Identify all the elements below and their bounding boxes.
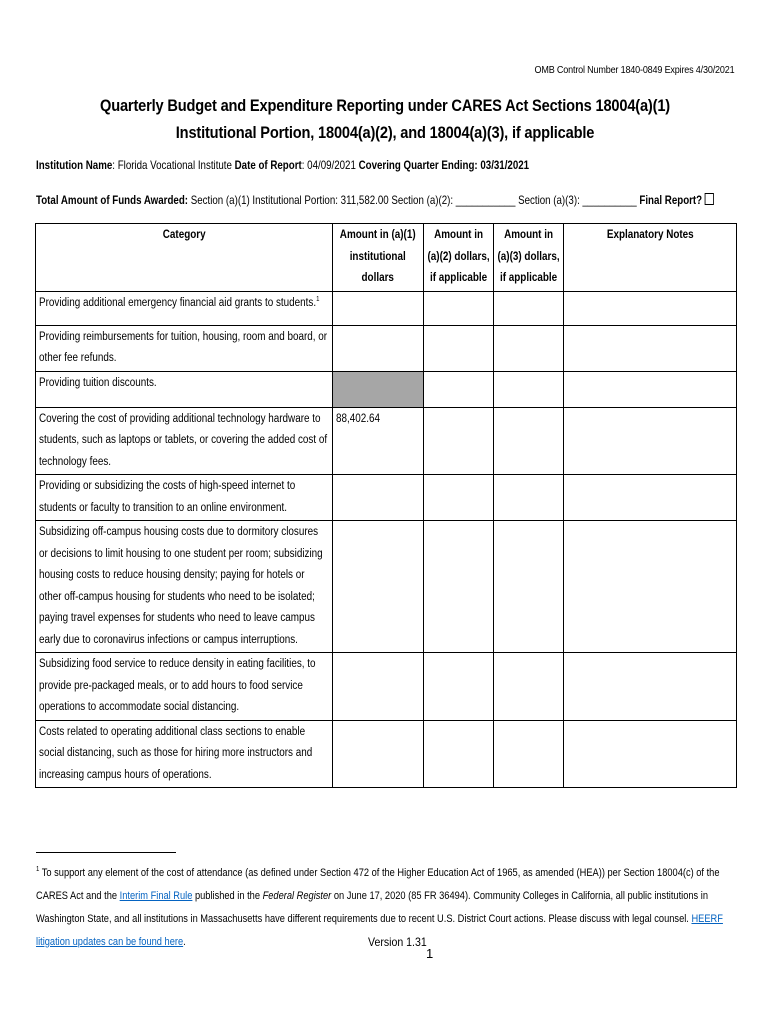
header-amount-a1: Amount in (a)(1) institutional dollars [333,224,424,292]
row-notes[interactable] [564,475,737,521]
final-report-checkbox[interactable] [705,193,714,205]
row-category: Providing or subsidizing the costs of high-speed internet to students or faculty to transition to an online environment. [36,475,333,521]
row-amount-a3[interactable] [494,407,564,475]
row-amount-a3[interactable] [494,325,564,371]
header-amount-a3: Amount in (a)(3) dollars, if applicable [494,224,564,292]
expenditure-table [35,223,737,788]
total-funds-line [36,193,708,207]
footnote-marker: 1 [36,866,40,873]
table-row [36,653,737,721]
table-row [36,521,737,653]
row-amount-a2[interactable] [424,291,494,325]
table-header-row [36,224,737,292]
row-amount-a1-shaded [333,371,424,407]
table-row [36,720,737,788]
header-notes: Explanatory Notes [564,224,737,292]
row-amount-a3[interactable] [494,653,564,721]
row-category: Providing reimbursements for tuition, housing, room and board, or other fee refunds. [36,325,333,371]
row-notes[interactable] [564,521,737,653]
header-category: Category [36,224,333,292]
row-notes[interactable] [564,720,737,788]
row-amount-a2[interactable] [424,407,494,475]
omb-control-number: OMB Control Number 1840-0849 Expires 4/30/2021 [534,64,734,76]
institution-label: Institution Name [36,159,113,172]
row-category: Subsidizing food service to reduce density in eating facilities, to provide pre-packaged meals, or to add hours to food service operations to accommodate social distancing. [36,653,333,721]
row-category: Costs related to operating additional class sections to enable social distancing, such as those for hiring more instructors and increasing campus hours of operations. [36,720,333,788]
row-notes[interactable] [564,407,737,475]
table-row [36,407,737,475]
row-amount-a2[interactable] [424,325,494,371]
table-row [36,325,737,371]
row-amount-a1[interactable] [333,325,424,371]
institution-line [36,159,708,172]
heerf-litigation-link[interactable]: HEERF litigation updates can be found here [36,913,723,948]
table-row [36,475,737,521]
row-notes[interactable] [564,653,737,721]
row-amount-a3[interactable] [494,521,564,653]
version-label: Version 1.31 [368,935,427,949]
row-category: Subsidizing off-campus housing costs due to dormitory closures or decisions to limit housing to one student per room; subsidizing housing costs to reduce housing density; paying for hotels or other off-campus housing for students who need to be isolated; paying travel expenses for students who need to leave campus early due to coronavirus infections or campus interruptions. [36,521,333,653]
final-report-label: Final Report? [639,194,703,207]
row-amount-a2[interactable] [424,521,494,653]
institution-value: : Florida Vocational Institute [112,159,235,172]
interim-final-rule-link[interactable]: Interim Final Rule [119,890,193,902]
row-notes[interactable] [564,291,737,325]
row-amount-a2[interactable] [424,475,494,521]
row-amount-a2[interactable] [424,371,494,407]
row-category: Providing tuition discounts. [36,371,333,407]
row-amount-a1[interactable] [333,720,424,788]
row-amount-a3[interactable] [494,371,564,407]
row-amount-a3[interactable] [494,720,564,788]
total-label: Total Amount of Funds Awarded: [36,194,189,207]
page-number: 1 [426,946,434,961]
total-value: Section (a)(1) Institutional Portion: 311,582.00 Section (a)(2): ___________ Section (a)(3): __________ [188,194,640,207]
row-amount-a3[interactable] [494,291,564,325]
row-amount-a1[interactable] [333,291,424,325]
row-category: Covering the cost of providing additional technology hardware to students, such as laptops or tablets, or covering the added cost of technology fees. [36,407,333,475]
row-notes[interactable] [564,325,737,371]
date-value: : 04/09/2021 [301,159,359,172]
footnote: $^1$ To support any element of the cost of attendance (as defined under Section 472 of the Higher Education Act of 1965, as amended (HEA)) per Section 18004(c) of the CARES Act and the Interim Final Rule published in the Federal Register on June 17, 2020 (85 FR 36494). Community Colleges in California, all public institutions in Washington State, and all institutions in Massachusetts have different requirements due to recent U.S. District Court actions. Please discuss with legal counsel. HEERF litigation updates can be found here. [36,866,723,948]
row-amount-a1[interactable] [333,475,424,521]
row-amount-a2[interactable] [424,720,494,788]
row-notes[interactable] [564,371,737,407]
page-title: Quarterly Budget and Expenditure Reporting under CARES Act Sections 18004(a)(1) Institutional Portion, 18004(a)(2), and 18004(a)(3), if applicable [100,96,670,142]
table-row [36,291,737,325]
row-amount-a1[interactable] [333,521,424,653]
row-amount-a2[interactable] [424,653,494,721]
quarter-label: Covering Quarter Ending: 03/31/2021 [358,159,530,172]
row-category: Providing additional emergency financial aid grants to students.$^1$ [36,291,333,325]
row-amount-a1[interactable] [333,653,424,721]
table-row [36,371,737,407]
footnote-divider [36,852,176,853]
date-label: Date of Report [234,159,302,172]
header-amount-a2: Amount in (a)(2) dollars, if applicable [424,224,494,292]
row-amount-a1[interactable]: 88,402.64 [333,407,424,475]
row-amount-a3[interactable] [494,475,564,521]
